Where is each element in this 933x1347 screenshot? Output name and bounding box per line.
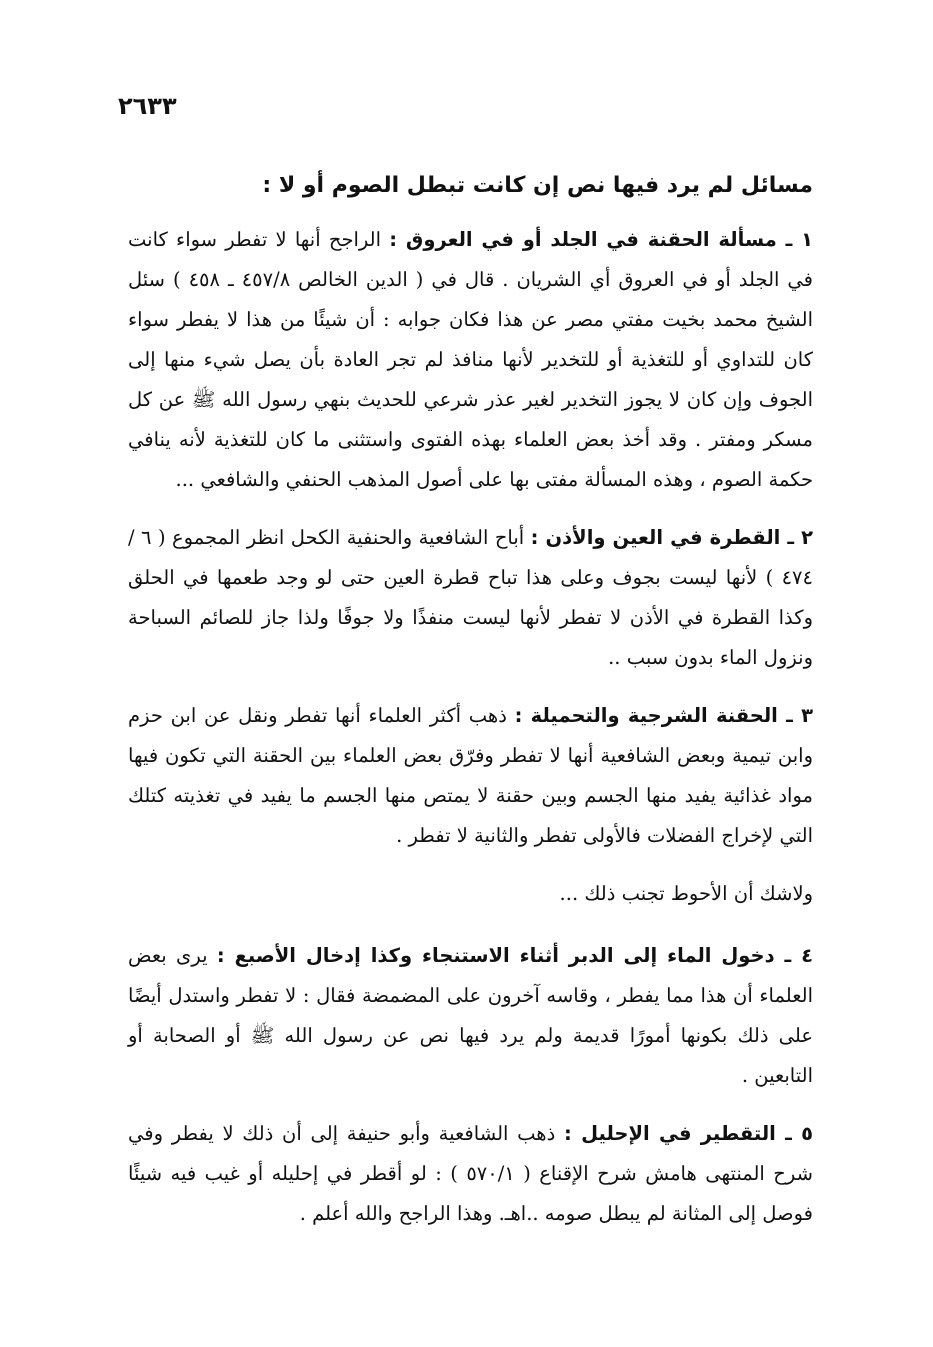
paragraph-body: يرى بعض العلماء أن هذا مما يفطر ، وقاسه آخرون على المضمضة فقال : لا تفطر واستدل أيضًا على ذلك بكونها أمورًا قديمة ولم يرد فيها نص عن رسول الله ﷺ أو الصحابة أو التابعين . [128,944,813,1087]
paragraph-2 [128,518,813,678]
paragraph-1 [128,220,813,500]
paragraph-body: ذهب أكثر العلماء أنها تفطر ونقل عن ابن حزم وابن تيمية وبعض الشافعية أنها لا تفطر وفرّق بعض العلماء بين الحقنة التي تكون فيها مواد غذائية يفيد منها الجسم وبين حقنة لا يمتص منها الجسم ما يفيد في تغذيته كتلك التي لإخراج الفضلات فالأولى تفطر والثانية لا تفطر . [128,704,813,847]
paragraph-body: أباح الشافعية والحنفية الكحل انظر المجموع ( ٦ / ٤٧٤ ) لأنها ليست بجوف وعلى هذا تباح قطرة العين حتى لو وجد طعمها في الحلق وكذا القطرة في الأذن لا تفطر لأنها ليست منفذًا ولا جوفًا ولذا جاز للصائم السباحة ونزول الماء بدون سبب .. [128,526,813,669]
paragraph-4 [128,936,813,1096]
paragraph-3 [128,696,813,856]
paragraph-heading: ٢ ـ القطرة في العين والأذن : [530,526,813,549]
paragraph-note [128,874,813,914]
paragraph-heading: ٤ ـ دخول الماء إلى الدبر أثناء الاستنجاء وكذا إدخال الأصبع : [216,944,814,967]
paragraph-heading: ١ ـ مسألة الحقنة في الجلد أو في العروق : [389,228,814,251]
section-title: مسائل لم يرد فيها نص إن كانت تبطل الصوم أو لا : [262,173,813,198]
page-number: ٢٦٣٣ [118,92,177,120]
paragraph-5 [128,1114,813,1234]
paragraph-body: ولاشك أن الأحوط تجنب ذلك ... [559,882,813,905]
paragraph-heading: ٣ ـ الحقنة الشرجية والتحميلة : [514,704,813,727]
paragraph-body: ذهب الشافعية وأبو حنيفة إلى أن ذلك لا يفطر وفي شرح المنتهى هامش شرح الإقناع ( ٥٧٠/١ ) : لو أقطر في إحليله أو غيب فيه شيئًا فوصل إلى المثانة لم يبطل صومه ..اهـ. وهذا الراجح والله أعلم . [128,1122,813,1225]
page-content [128,158,813,1252]
paragraph-body: الراجح أنها لا تفطر سواء كانت في الجلد أو في العروق أي الشريان . قال في ( الدين الخالص ٤٥٧/٨ ـ ٤٥٨ ) سئل الشيخ محمد بخيت مفتي مصر عن هذا فكان جوابه : أن شيئًا من هذا لا يفطر سواء كان للتداوي أو للتغذية أو للتخدير لأنها منافذ لم تجر العادة بأن يصل شيء منها إلى الجوف وإن كان لا يجوز التخدير لغير عذر شرعي للحديث بنهي رسول الله ﷺ عن كل مسكر ومفتر . وقد أخذ بعض العلماء بهذه الفتوى واستثنى ما كان للتغذية لأنه ينافي حكمة الصوم ، وهذه المسألة مفتى بها على أصول المذهب الحنفي والشافعي ... [128,228,813,491]
paragraph-heading: ٥ ـ التقطير في الإحليل : [564,1122,814,1145]
